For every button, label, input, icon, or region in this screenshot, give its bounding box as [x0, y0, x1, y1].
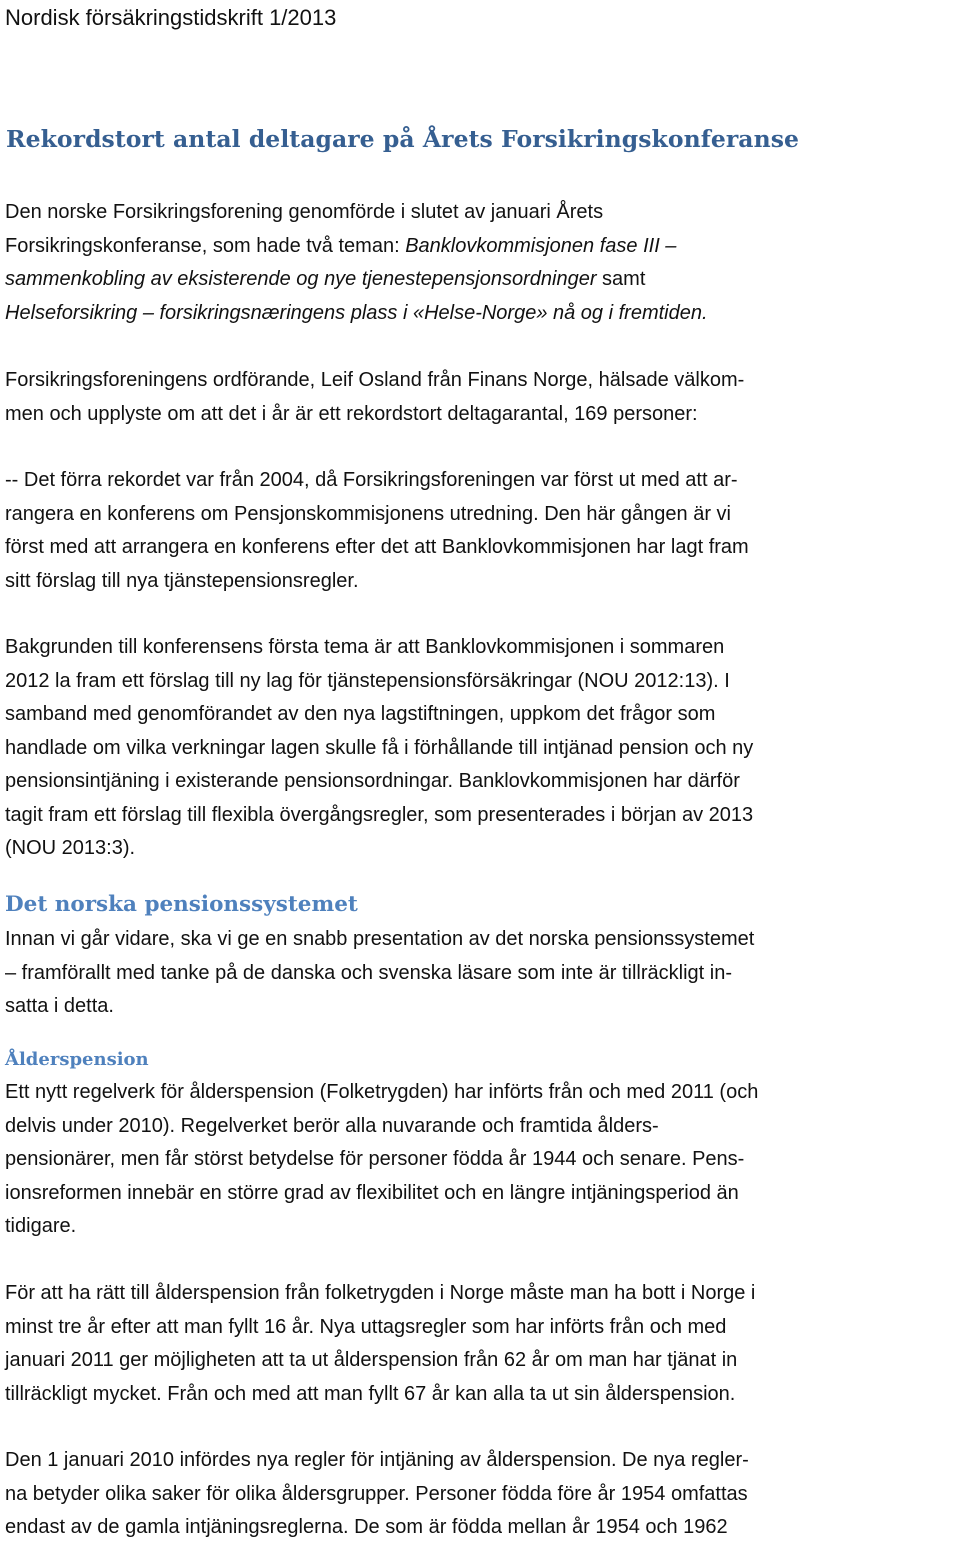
lead-line-1: Den norske Forsikringsforening genomförde i slutet av januari Årets	[5, 201, 604, 223]
text-line: 2012 la fram ett förslag till ny lag för tjänstepensionsförsäkringar (NOU 2012:13). I	[5, 669, 730, 692]
text-line: -- Det förra rekordet var från 2004, då Forsikringsforeningen var först ut med att ar-	[5, 469, 738, 491]
text-line: Ett nytt regelverk för ålderspension (Folketrygden) har införts från och med 2011 (och	[5, 1081, 759, 1103]
text-line: pensionärer, men får störst betydelse för personer födda år 1944 och senare. Pens-	[5, 1148, 745, 1170]
lead-line-2	[5, 230, 955, 264]
text-line: na betyder olika saker för olika åldersgrupper. Personer födda före år 1954 omfattas	[5, 1482, 748, 1505]
paragraph-previous-record	[5, 464, 955, 598]
subsection-heading: Ålderspension	[5, 1049, 149, 1070]
text-line: endast av de gamla intjäningsreglerna. De som är födda mellan år 1954 och 1962	[5, 1516, 728, 1538]
text-line: Forsikringsforeningens ordförande, Leif Osland från Finans Norge, hälsade välkom-	[5, 369, 745, 391]
text-line: Den 1 januari 2010 infördes nya regler för intjäning av ålderspension. De nya regler-	[5, 1449, 749, 1471]
text-line: samband med genomförandet av den nya lagstiftningen, uppkom det frågor som	[5, 703, 716, 725]
lead-line-3-plain: samt	[596, 268, 646, 290]
lead-line-2-italic: Banklovkommisjonen fase III –	[405, 234, 677, 257]
text-line: handlade om vilka verkningar lagen skulle få i förhållande till intjänad pension och ny	[5, 736, 754, 759]
lead-line-4	[5, 297, 955, 331]
lead-line-2-plain: Forsikringskonferanse, som hade två teman:	[5, 234, 406, 257]
text-line: tidigare.	[5, 1215, 77, 1237]
text-line: – framförallt med tanke på de danska och svenska läsare som inte är tillräckligt in-	[5, 961, 733, 984]
paragraph-section-intro	[5, 923, 955, 1024]
paragraph-accrual-rules	[5, 1444, 955, 1545]
text-line: men och upplyste om att det i år är ett rekordstort deltagarantal, 169 personer:	[5, 402, 698, 425]
paragraph-eligibility	[5, 1277, 955, 1411]
text-line: tagit fram ett förslag till flexibla övergångsregler, som presenterades i början av 2013	[5, 803, 754, 826]
paragraph-background	[5, 631, 955, 866]
text-line: Innan vi går vidare, ska vi ge en snabb presentation av det norska pensionssystemet	[5, 928, 755, 950]
text-line: tillräckligt mycket. Från och med att man fyllt 67 år kan alla ta ut sin ålderspension.	[5, 1382, 736, 1405]
text-line: delvis under 2010). Regelverket berör alla nuvarande och framtida ålders-	[5, 1114, 659, 1137]
text-line: minst tre år efter att man fyllt 16 år. Nya uttagsregler som har införts från och med	[5, 1315, 727, 1338]
lead-line-4-italic: Helseforsikring – forsikringsnæringens plass i «Helse-Norge» nå og i fremtiden.	[5, 301, 708, 324]
lead-line-3-italic: sammenkobling av eksisterende og nye tjenestepensjonsordninger	[5, 268, 597, 290]
text-line: först med att arrangera en konferens efter det att Banklovkommisjonen har lagt fram	[5, 536, 749, 558]
text-line: (NOU 2013:3).	[5, 837, 136, 859]
text-line: rangera en konferens om Pensjonskommisjonens utredning. Den här gången är vi	[5, 502, 731, 525]
text-line: januari 2011 ger möjligheten att ta ut ålderspension från 62 år om man har tjänat in	[5, 1349, 738, 1371]
text-line: ionsreformen innebär en större grad av flexibilitet och en längre intjäningsperiod än	[5, 1181, 739, 1204]
article-title: Rekordstort antal deltagare på Årets Forsikringskonferanse	[6, 125, 799, 153]
text-line: Bakgrunden till konferensens första tema är att Banklovkommisjonen i sommaren	[5, 636, 725, 658]
text-line: sitt förslag till nya tjänstepensionsregler.	[5, 569, 359, 592]
journal-issue-header: Nordisk försäkringstidskrift 1/2013	[5, 5, 337, 30]
lead-line-3	[5, 263, 955, 297]
text-line: pensionsintjäning i existerande pensionsordningar. Banklovkommisjonen har därför	[5, 770, 740, 792]
section-heading: Det norska pensionssystemet	[5, 892, 358, 917]
paragraph-new-rules	[5, 1076, 955, 1244]
article-lead	[5, 196, 955, 330]
text-line: satta i detta.	[5, 995, 114, 1017]
text-line: För att ha rätt till ålderspension från folketrygden i Norge måste man ha bott i Norge i	[5, 1282, 756, 1304]
paragraph-osland-welcome	[5, 364, 955, 431]
